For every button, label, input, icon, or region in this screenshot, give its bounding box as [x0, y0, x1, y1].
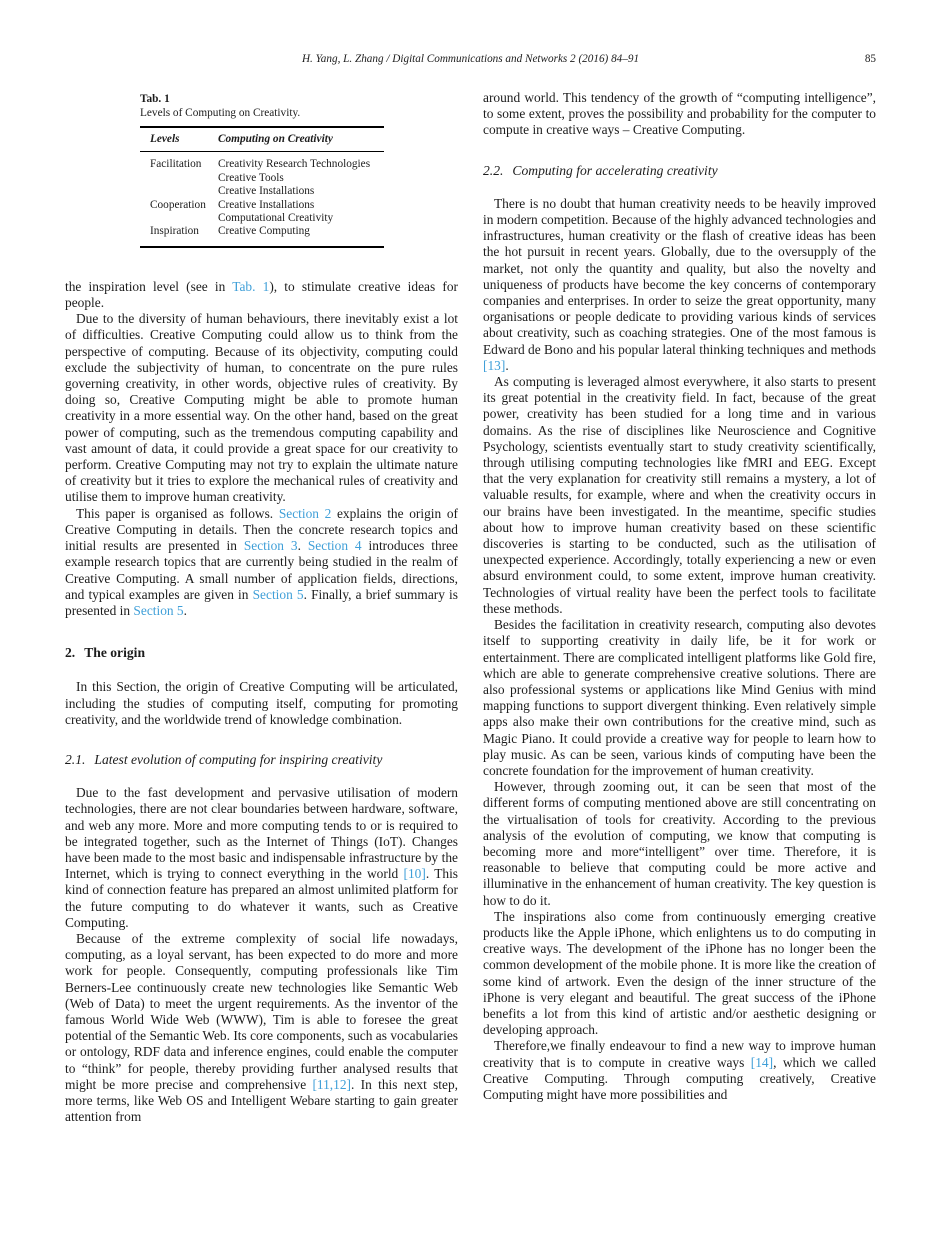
- table-cell-computing: Creativity Research Technologies: [218, 158, 371, 171]
- section-heading: 2.2. Computing for accelerating creativity: [483, 162, 718, 178]
- table-1-block: [140, 93, 384, 248]
- paragraph: the inspiration level (see in Tab. 1), to stimulate creative ideas for people.: [65, 278, 458, 311]
- section-heading: 2.1. Latest evolution of computing for inspiring creativity: [65, 751, 383, 767]
- heading-number: 2.2.: [483, 162, 504, 178]
- table-row: [140, 152, 384, 172]
- table-cell-level: [140, 185, 218, 198]
- table-cell-level: Inspiration: [150, 225, 199, 238]
- table-row: [140, 225, 384, 246]
- ref-link[interactable]: [14]: [750, 1054, 774, 1070]
- table-cell-level: Cooperation: [150, 198, 206, 211]
- table-label: Tab. 1: [140, 93, 170, 105]
- table-cell-computing: Creative Installations: [218, 185, 315, 198]
- paragraph: Due to the diversity of human behaviours, there inevitably exist a lot of difficulties. Creative Computing could allow us to think from the perspective of computing. Because of its objectivity, computing could exclude the subjectivity of human, to concentrate on the pure rules governing creativity, in other words, objective rules of creativity. By doing so, Creative Computing might be able to promote human creativity in a more essential way. On the other hand, based on the great power of computing, such as the tremendous computing capability and vast amount of data, it could provide a great space for our creativity to perform. Creative Computing may not try to explain the ultimate nature of creativity but it tries to explore the mechanical rules of creativity and utilise them to improve human creativity.: [65, 311, 458, 505]
- table-cell-computing: Creative Tools: [218, 171, 284, 184]
- ref-link[interactable]: Tab. 1: [232, 278, 270, 294]
- table-col-header-levels: Levels: [140, 127, 218, 152]
- table-header-row: [140, 127, 384, 152]
- paragraph: Therefore,we finally endeavour to find a new way to improve human creativity that is to compute in creative ways [14], which we called Creative Computing. Through computing creatively, Creative Computing might have more possibilities and: [483, 1038, 876, 1102]
- table-cell-computing: Creative Computing: [218, 225, 310, 238]
- table-cell-computing: Computational Creativity: [218, 212, 334, 225]
- table-cell-level: Facilitation: [150, 158, 202, 171]
- paragraph: However, through zooming out, it can be seen that most of the different forms of computing mentioned above are still concentrating on the virtualisation of tools for creativity. According to the previous analysis of the evolution of computing, we know that computing is becoming more and more“intelligent” over time. Therefore, it is reasonable to believe that computing could be more active and illuminative in the enhancement of human creativity. The key question is how to do it.: [483, 779, 876, 908]
- heading-number: 2.1.: [65, 751, 86, 767]
- paragraph: Due to the fast development and pervasive utilisation of modern technologies, there are not clear boundaries between hardware, software, and web any more. More and more computing tends to or is required to be integrated together, such as the Internet of Things (IoT). Changes have been made to the most basic and indispensable infrastructure by the Internet, which is trying to connect everything in the world [10]. This kind of connection feature has prepared an almost unlimited platform for the future computing to do whatever it wants, such as Creative Computing.: [65, 785, 458, 930]
- left-column-text: [65, 279, 458, 1126]
- table-cell-computing: Creative Installations: [218, 198, 315, 211]
- table-caption: Levels of Computing on Creativity.: [140, 106, 301, 119]
- left-column: [65, 93, 458, 1125]
- table-cell-level: [140, 172, 218, 185]
- right-column: [483, 90, 876, 1103]
- ref-link[interactable]: Section 5: [133, 602, 184, 618]
- ref-link[interactable]: [13]: [483, 357, 506, 373]
- right-column-text: [483, 90, 876, 1103]
- table-row: [140, 212, 384, 225]
- paragraph: As computing is leveraged almost everywhere, it also starts to present its great potential in the creativity field. In fact, because of the great power, creativity has been studied for a long time and in various domains. As the rise of disciplines like Neuroscience and Cognitive Psychology, scientists eventually start to study creativity scientifically, through utilising computing technologies like fMRI and EEG. Except that the very explanation for creativity still remains a mystery, a lot of valuable results, for example, where and when the creativity occurs in our brains have been investigated. In the meantime, specific studies about how to improve human creativity based on these scientific discoveries is starting to be conducted, such as the utilisation of unexpected experience. Accordingly, totally experiencing a new or even absurd environment could, to some extent, improve human creativity. Technologies of virtual reality have been the perfect tools to facilitate these methods.: [483, 374, 876, 616]
- levels-table: [140, 126, 384, 248]
- ref-link[interactable]: [11,12]: [312, 1076, 352, 1092]
- table-col-header-computing: Computing on Creativity: [218, 127, 384, 152]
- paragraph: Because of the extreme complexity of social life nowadays, computing, as a loyal servant, has been expected to do more and more work for people. Consequently, computing professionals like Tim Berners-Lee continuously create new technologies like Semantic Web (Web of Data) to meet the urgent requirements. As the inventor of the famous World Wide Web (WWW), Tim is able to foresee the great potential of the Semantic Web. Its core components, such as vocabularies or ontology, RDF data and inference engines, could enable the computer to “think” for people, thereby providing further analysed results that might be more precise and comprehensive [11,12]. In this next step, more terms, like Web OS and Intelligent Webare starting to gain greater attention from: [65, 930, 458, 1125]
- paragraph: This paper is organised as follows. Section 2 explains the origin of Creative Computing in details. Then the concrete research topics and initial results are presented in Section 3. Section 4 introduces three example research topics that are currently being studied in the realm of Creative Computing. A small number of application fields, directions, and typical examples are given in Section 5. Finally, a brief summary is presented in Section 5.: [65, 505, 458, 618]
- table-row: [140, 172, 384, 185]
- table-cell-level: [140, 212, 218, 225]
- table-row: [140, 199, 384, 212]
- page-number: 85: [864, 53, 876, 65]
- ref-link[interactable]: Section 2: [278, 505, 332, 521]
- paragraph: The inspirations also come from continuously emerging creative products like the Apple iPhone, which enlightens us to do computing in creative ways. The development of the iPhone has no longer been the common development of the mobile phone. It is more like the creation of some kind of artwork. Even the design of the inner structure of the iPhone is very elegant and beautiful. The great success of the iPhone benefits a lot from this kind of artistic and/or aesthetic designing or developing approach.: [483, 908, 876, 1038]
- ref-link[interactable]: [10]: [403, 866, 426, 882]
- ref-link[interactable]: Section 4: [307, 538, 362, 554]
- paragraph: around world. This tendency of the growth of “computing intelligence”, to some extent, proves the possibility and probability for the computer to compute in creative ways – Creative Computing.: [483, 90, 876, 138]
- paragraph: In this Section, the origin of Creative Computing will be articulated, including the studies of computing itself, computing for promoting creativity, and the worldwide trend of knowledge combination.: [65, 679, 458, 727]
- ref-link[interactable]: Section 3: [243, 538, 298, 554]
- paragraph: Besides the facilitation in creativity research, computing also devotes itself to supporting creativity in daily life, be it for work or entertainment. There are complicated intelligent platforms like Gold fire, which are able to generate comprehensive creative solutions. There are also professional systems or applications like Mind Genius with mind mapping functions to support divergent thinking. Even relatively simple apps also make their own contributions for the creative mind, such as Magic Piano. It could provide a creative way for people to learn how to play music. As can be seen, various kinds of computing have been the concrete foundation for the improvement of human creativity.: [483, 617, 876, 778]
- running-head: [65, 53, 876, 69]
- paragraph: There is no doubt that human creativity needs to be heavily improved in modern competition. Because of the highly advanced technologies and infrastructures, human creativity or the flash of creative ideas has been the hot pursuit in recent years. Globally, due to the oversupply of the market, not only the quantity and quality, but also the novelty and uniqueness of products have become the key concerns of contemporary companies and enterprises. In order to seize the great opportunity, many organisations or people dedicate to providing various kinds of services about creativity, such as coaching strategies. One of the most famous is Edward de Bono and his popular lateral thinking techniques and methods [13].: [483, 195, 876, 373]
- ref-link[interactable]: Section 5: [252, 586, 304, 602]
- running-head-citation: H. Yang, L. Zhang / Digital Communications and Networks 2 (2016) 84–91: [301, 53, 640, 65]
- table-row: [140, 185, 384, 198]
- section-heading: 2. The origin: [65, 645, 146, 661]
- heading-number: 2.: [65, 645, 76, 661]
